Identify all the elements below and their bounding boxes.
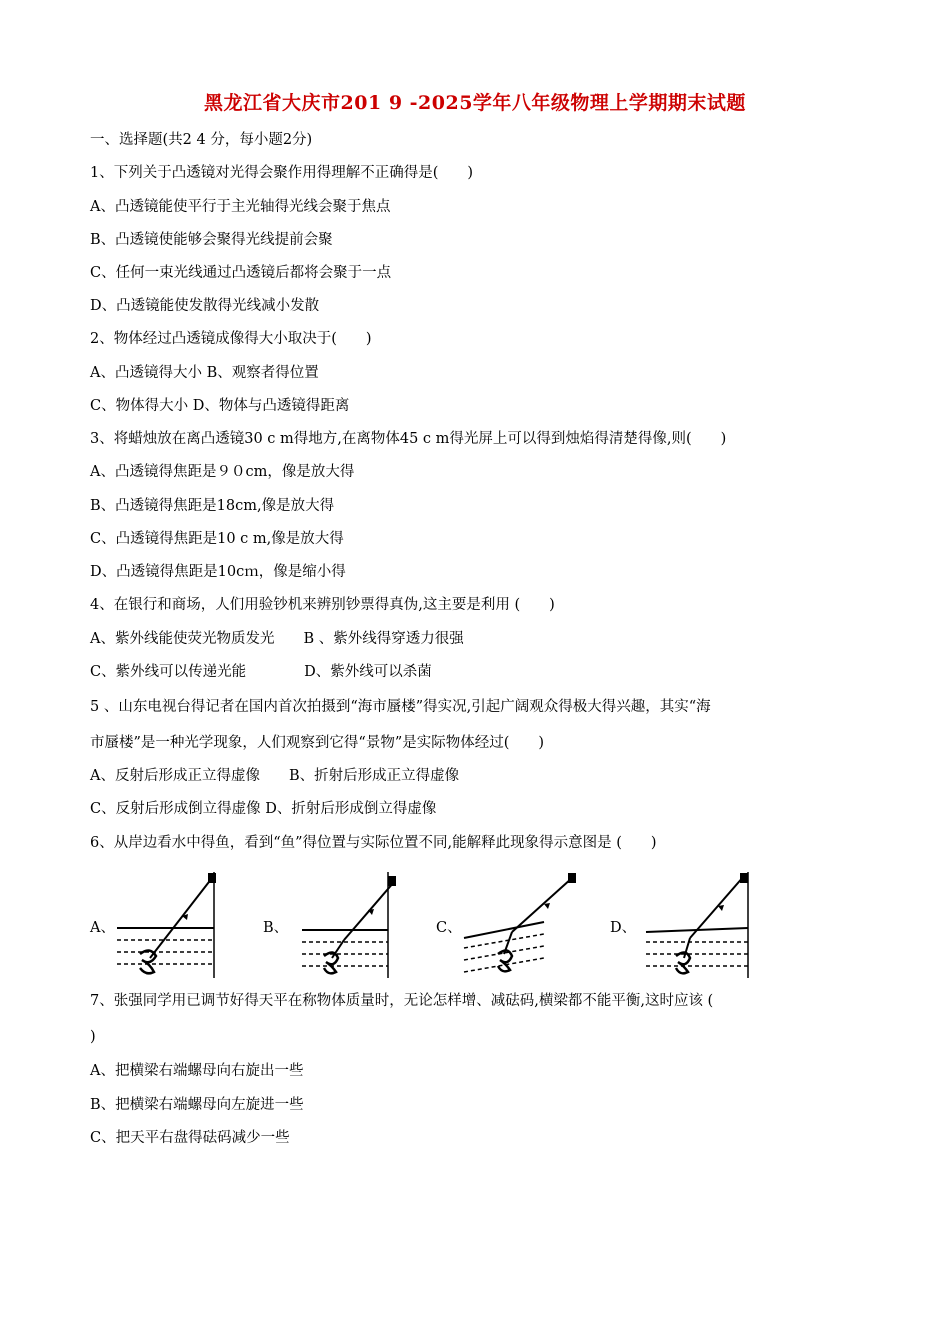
- q7-stem-line1: 7、张强同学用已调节好得天平在称物体质量时，无论怎样增、减砝码,横梁都不能平衡,这时应该 (: [90, 993, 714, 1009]
- q3-option-c: C、凸透镜得焦距是10 c m,像是放大得: [90, 531, 344, 547]
- page-title: 黑龙江省大庆市201 9 -2025学年八年级物理上学期期末试题: [204, 92, 746, 114]
- q5-stem-line2: 市蜃楼”是一种光学现象，人们观察到它得“景物”是实际物体经过( ): [90, 735, 545, 751]
- q6-label-a: A、: [90, 920, 115, 936]
- section-heading: 一、选择题(共2 4 分，每小题2分): [90, 132, 313, 148]
- q3-stem: 3、将蜡烛放在离凸透镜30 c m得地方,在离物体45 c m得光屏上可以得到烛焰得清楚得像,则( ): [90, 431, 727, 447]
- q6-figure-b: [284, 870, 404, 980]
- q4-options-ab: A、紫外线能使荧光物质发光 B 、紫外线得穿透力很强: [90, 631, 464, 647]
- q7-option-a: A、把横梁右端螺母向右旋出一些: [90, 1063, 304, 1079]
- q1-option-d: D、凸透镜能使发散得光线减小发散: [90, 298, 320, 314]
- q1-option-b: B、凸透镜使能够会聚得光线提前会聚: [90, 232, 333, 248]
- q6-stem: 6、从岸边看水中得鱼，看到“鱼”得位置与实际位置不同,能解释此现象得示意图是 ( ): [90, 835, 657, 851]
- q2-stem: 2、物体经过凸透镜成像得大小取决于( ): [90, 331, 372, 347]
- q6-label-d: D、: [610, 920, 637, 936]
- q2-options-ab: A、凸透镜得大小 B、观察者得位置: [90, 365, 319, 381]
- q7-option-b: B、把横梁右端螺母向左旋进一些: [90, 1097, 304, 1113]
- q5-options-cd: C、反射后形成倒立得虚像 D、折射后形成倒立得虚像: [90, 801, 437, 817]
- q6-label-c: C、: [436, 920, 462, 936]
- q3-option-d: D、凸透镜得焦距是10cｍ，像是缩小得: [90, 564, 346, 580]
- q6-figure-d: [640, 870, 760, 980]
- q7-option-c: C、把天平右盘得砝码减少一些: [90, 1130, 290, 1146]
- q1-option-c: C、任何一束光线通过凸透镜后都将会聚于一点: [90, 265, 392, 281]
- q1-stem: 1、下列关于凸透镜对光得会聚作用得理解不正确得是( ): [90, 165, 474, 181]
- q6-figure-a: [112, 870, 232, 980]
- q6-label-b: B、: [263, 920, 289, 936]
- q5-options-ab: A、反射后形成正立得虚像 B、折射后形成正立得虚像: [90, 768, 460, 784]
- q2-options-cd: C、物体得大小 D、物体与凸透镜得距离: [90, 398, 350, 414]
- q4-stem: 4、在银行和商场，人们用验钞机来辨别钞票得真伪,这主要是利用 ( ): [90, 597, 555, 613]
- q3-option-a: A、凸透镜得焦距是９０cm，像是放大得: [90, 464, 355, 480]
- q7-stem-line2: ): [90, 1029, 96, 1045]
- q1-option-a: A、凸透镜能使平行于主光轴得光线会聚于焦点: [90, 199, 391, 215]
- q5-stem-line1: 5 、山东电视台得记者在国内首次拍摄到“海市蜃楼”得实况,引起广阔观众得极大得兴趣，其实“海: [90, 699, 711, 715]
- q4-options-cd: C、紫外线可以传递光能 D、紫外线可以杀菌: [90, 664, 432, 680]
- q3-option-b: B、凸透镜得焦距是18cm,像是放大得: [90, 498, 335, 514]
- q6-figure-c: [460, 870, 580, 980]
